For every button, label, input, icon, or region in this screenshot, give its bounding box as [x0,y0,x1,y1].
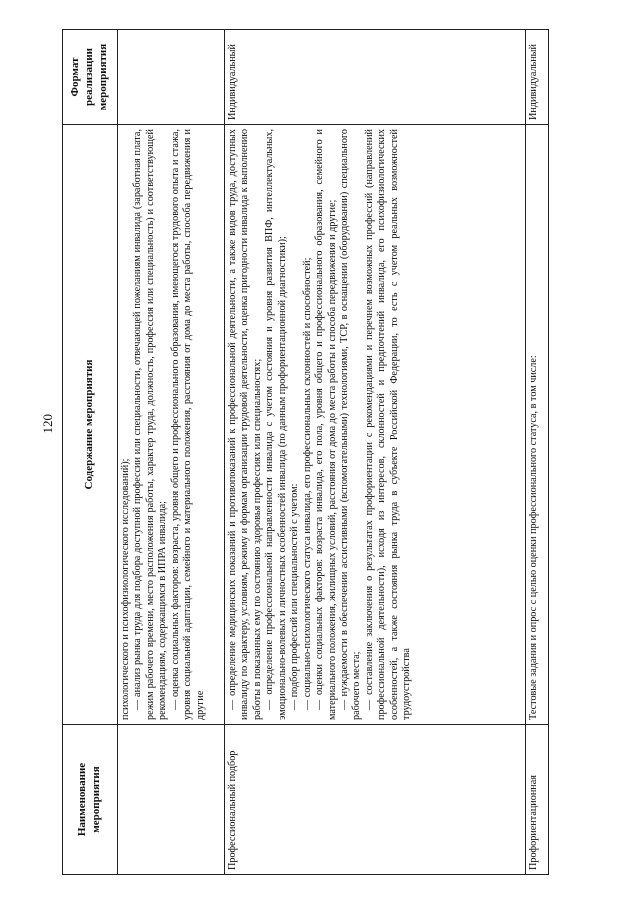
content-paragraph: — определение профессиональной направленности инвалида с учетом состояния и уровня развития ВПФ, интеллектуальных, эмоционально-волевых и личностных особенностей инвалида (по данным профориентационной диагностики); [264,129,288,720]
row-name-cell: Профессиональный подбор [225,725,526,875]
page-number: 120 [40,414,55,434]
content-paragraph: — оценки социальных факторов: возраста инвалида, его пола, уровня общего и профессионального образования, семейного и материального положения, жилищных условий, расстояния от дома до места работы и способа передвижения и другие; [314,129,338,720]
table-row [118,30,225,875]
header-content: Содержание мероприятия [63,125,118,725]
content-paragraph: — составление заключения о результатах профориентации с рекомендациями и перечнем возможных профессий (направлений профессиональной деятельности), исходя из интересов, склонностей и предпочтений инвалида, его психофизиологических особенностей, а также состояния рынка труда в субъекте Российской Федерации, то есть с учетом реальных возможностей трудоустройства [363,129,413,720]
content-paragraph: психологического и психофизиологического исследований); [120,458,131,720]
row-format-cell: Индивидуальный [526,30,549,125]
header-name: Наименование мероприятия [63,725,118,875]
table-header-row [63,30,118,875]
row-name-cell: Профориентационная [526,725,549,875]
content-paragraph: — нуждаемости в обеспечении ассистивными (вспомогательными) технологиями, ТСР, в оснащении (оборудовании) специального рабочего места; [338,129,363,720]
row-format-cell [118,30,225,125]
content-paragraph: Тестовые задания и опрос с целью оценки профессионального статуса, в том числе: [528,355,539,720]
row-format-cell: Индивидуальный [225,30,526,125]
content-paragraph: — подбор профессий или специальностей с учетом: [289,483,301,710]
row-content-cell [118,125,225,725]
header-format: Формат реализации мероприятия [63,30,118,125]
activities-table [62,29,549,875]
row-content-cell [225,125,526,725]
content-paragraph: — определение медицинских показаний и противопоказаний к профессиональной деятельности, а также видов труда, доступных инвалиду по характеру, условиям, режиму и формам организации трудовой деятельности, оценка пригодности инвалида к выполнению работы в показанных ему по состоянию здоровья профессиях или специальностях; [227,129,263,720]
table-row [225,30,526,875]
table-row [526,30,549,875]
content-paragraph: — оценка социальных факторов: возраста, уровня общего и профессионального образования, имеющегося трудового опыта и стажа, уровня социальной адаптации, семейного и материального положения, расстояния от дома до места работы, способа передвижения и другие [169,129,206,720]
content-paragraph: — социально-психологического статуса инвалида, его профессиональных склонностей и способностей; [301,257,313,710]
content-paragraph: — анализ рынка труда для подбора доступной профессии или специальности, отвечающей пожеланиям инвалида (заработная плата, режим рабочего времени, место расположения работы, характер труда, должность, профессия или специальность) и соответствующей рекомендациям, содержащимся в ИПРА инвалида; [132,129,169,720]
row-name-cell [118,725,225,875]
rotated-page-content [62,30,580,875]
row-content-cell [526,125,549,725]
